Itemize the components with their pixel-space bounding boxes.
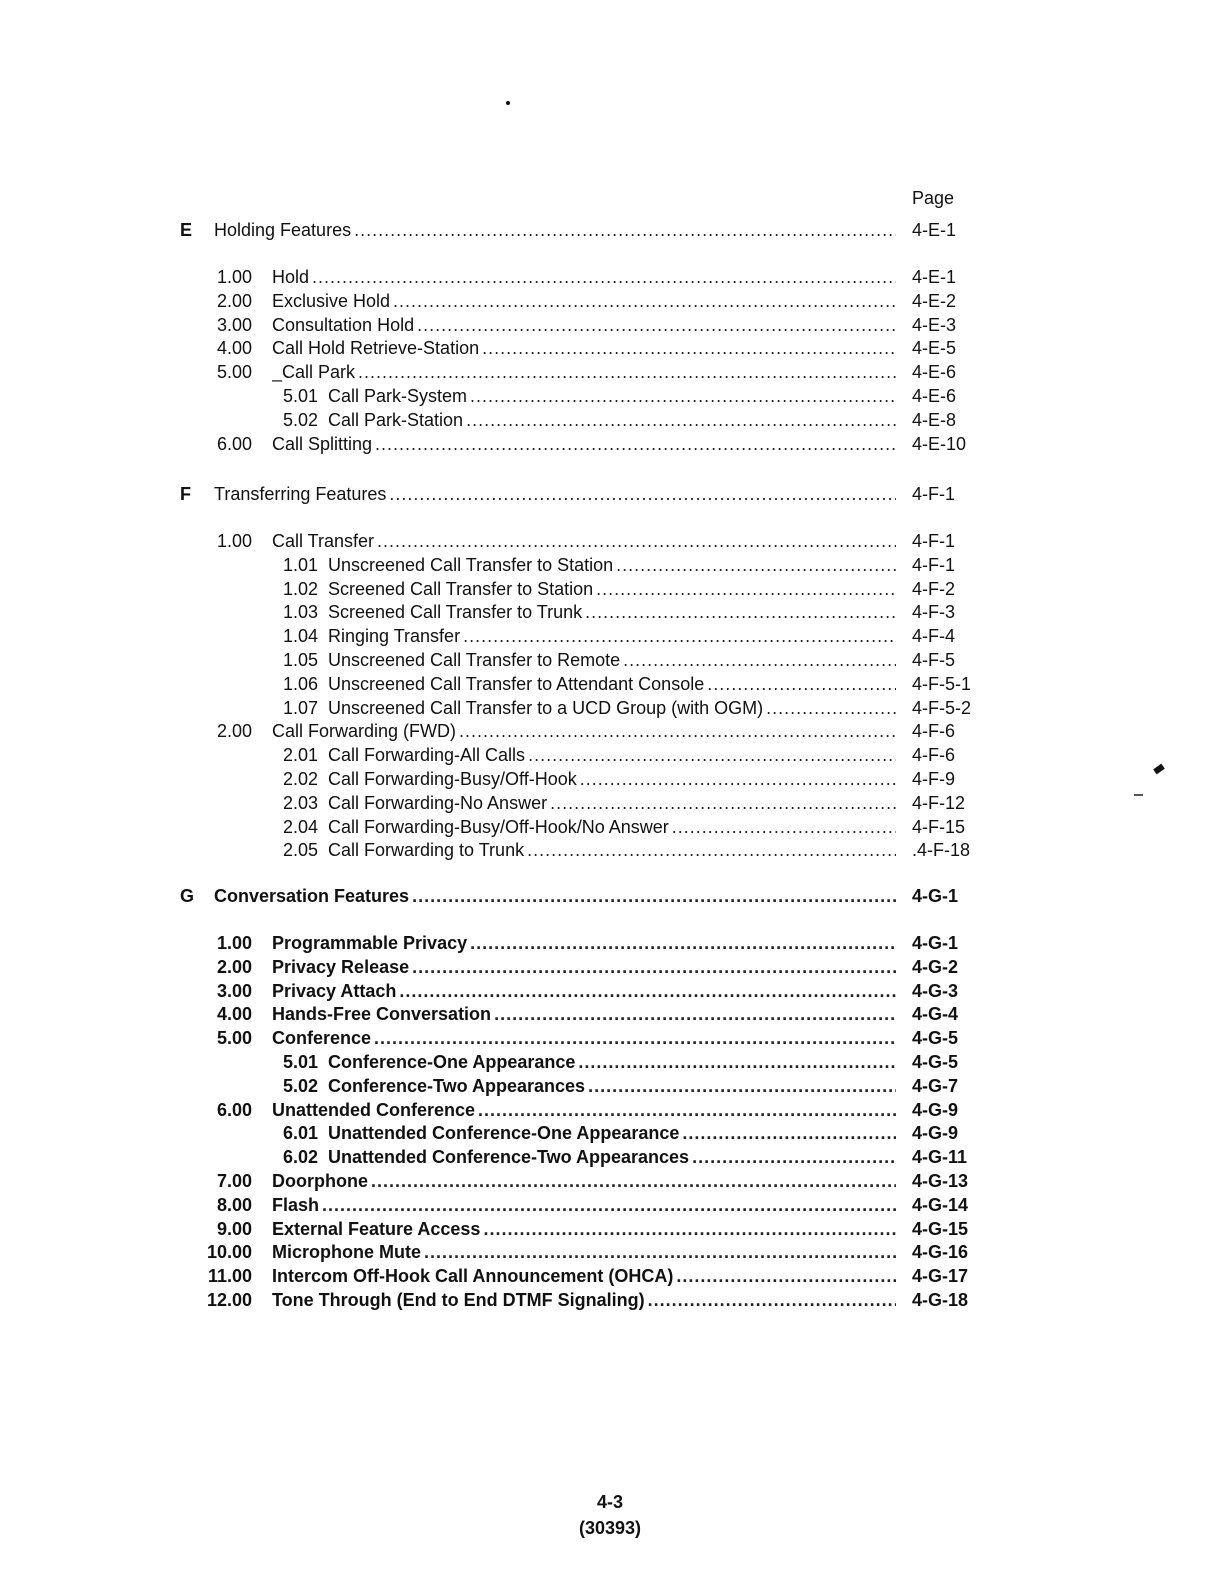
entry-title: Flash [272, 1194, 320, 1215]
entry-page: 4-F-6 [912, 745, 956, 766]
entry-number: 2.05 [282, 840, 318, 861]
dot-leader [470, 931, 896, 955]
entry-number: 2.02 [282, 769, 318, 789]
entry-number: 1.05 [282, 650, 318, 670]
toc-entry-row [0, 1288, 1220, 1312]
toc-entry-row [0, 313, 1220, 337]
entry-number: 1.00 [216, 531, 252, 551]
entry-number: 1.03 [282, 602, 318, 623]
entry-page: 4-F-5-1 [912, 673, 972, 694]
entry-title: Hold [272, 267, 310, 287]
entry-leader [272, 1169, 896, 1193]
dot-leader [527, 838, 896, 862]
entry-title: Call Transfer [272, 531, 375, 551]
toc-entry-row [0, 1264, 1220, 1288]
entry-page: 4-G-11 [912, 1147, 968, 1168]
entry-title: Call Forwarding to Trunk [328, 840, 525, 861]
entry-page: 4-E-1 [912, 220, 957, 240]
entry-page: 4-E-10 [912, 433, 967, 454]
entry-number: 2.00 [216, 290, 252, 311]
toc-entry-row [0, 1169, 1220, 1193]
dot-leader [354, 218, 896, 242]
dot-leader [393, 289, 896, 313]
dot-leader [676, 1264, 896, 1288]
entry-number: 1.01 [282, 554, 318, 575]
toc-entry-row [0, 979, 1220, 1003]
entry-leader [328, 767, 896, 791]
entry-page: 4-E-8 [912, 409, 957, 430]
entry-title: Doorphone [272, 1171, 368, 1191]
dot-leader [466, 408, 896, 432]
entry-title: Call Forwarding (FWD) [272, 721, 457, 742]
entry-leader [328, 1121, 896, 1145]
entry-title: Hands-Free Conversation [272, 1004, 492, 1025]
dot-leader [578, 1050, 896, 1074]
entry-page: 4-G-9 [912, 1099, 959, 1120]
entry-leader [328, 408, 896, 432]
toc-entry-row [0, 955, 1220, 979]
entry-leader [328, 838, 896, 862]
entry-title: Call Forwarding-Busy/Off-Hook [328, 769, 577, 789]
entry-number: 8.00 [216, 1194, 252, 1215]
entry-page: 4-F-2 [912, 578, 956, 599]
entry-number: 6.01 [282, 1123, 318, 1144]
section-letter: G [180, 886, 195, 906]
entry-page: 4-E-6 [912, 362, 957, 383]
toc-entry-row [0, 577, 1220, 601]
dot-leader [692, 1145, 896, 1169]
entry-number: 10.00 [206, 1242, 252, 1263]
entry-title: Unattended Conference-Two Appearances [328, 1147, 690, 1168]
entry-title: Exclusive Hold [272, 290, 391, 311]
dot-leader [322, 1193, 896, 1217]
entry-leader [328, 743, 896, 767]
entry-page: 4-F-5-2 [912, 697, 972, 718]
entry-number: 11.00 [207, 1266, 252, 1287]
entry-number: 5.02 [282, 1075, 318, 1096]
toc-entry-row [0, 719, 1220, 743]
entry-title: Privacy Release [272, 956, 410, 977]
entry-leader [272, 1288, 896, 1312]
toc-entry-row [0, 553, 1220, 577]
dot-leader [371, 1169, 896, 1193]
toc-entry-row [0, 624, 1220, 648]
entry-number: 6.02 [282, 1147, 318, 1168]
entry-title: Conference [272, 1028, 372, 1049]
entry-leader [272, 979, 896, 1003]
entry-leader [328, 624, 896, 648]
dot-leader [648, 1288, 896, 1312]
entry-page: 4-G-1 [912, 933, 959, 953]
dot-leader [482, 336, 896, 360]
entry-number: 1.02 [282, 578, 318, 599]
entry-number: 2.01 [282, 745, 318, 766]
dot-leader [580, 767, 896, 791]
entry-leader [272, 432, 896, 456]
toc-entry-row [0, 838, 1220, 862]
entry-page: 4-G-3 [912, 980, 959, 1001]
entry-title: _Call Park [272, 362, 356, 383]
dot-leader [682, 1121, 896, 1145]
toc-entry-row [0, 743, 1220, 767]
toc-entry-row [0, 1193, 1220, 1217]
entry-number: 1.00 [216, 267, 252, 287]
entry-leader [328, 815, 896, 839]
entry-page: 4-F-1 [912, 531, 956, 551]
toc-entry-row [0, 1098, 1220, 1122]
entry-title: Unscreened Call Transfer to a UCD Group (with OGM) [328, 697, 764, 718]
toc-entry-row [0, 408, 1220, 432]
entry-page: 4-E-3 [912, 314, 957, 335]
entry-page: 4-G-5 [912, 1052, 959, 1072]
entry-page: 4-G-17 [912, 1266, 969, 1287]
dot-leader [596, 577, 896, 601]
entry-page: 4-G-18 [912, 1290, 969, 1310]
entry-leader [272, 955, 896, 979]
entry-page: 4-G-16 [912, 1242, 969, 1263]
dot-leader [550, 791, 896, 815]
toc-entry-row [0, 289, 1220, 313]
entry-page: .4-F-18 [912, 840, 971, 861]
toc-entry-row [0, 360, 1220, 384]
entry-leader [272, 289, 896, 313]
entry-title: Microphone Mute [272, 1242, 421, 1263]
dot-leader [588, 1074, 896, 1098]
entry-page: 4-F-1 [912, 554, 956, 575]
entry-leader [272, 1002, 896, 1026]
entry-title: Unscreened Call Transfer to Station [328, 554, 614, 575]
entry-leader [328, 600, 896, 624]
toc-entry-row [0, 265, 1220, 289]
entry-leader [272, 1264, 896, 1288]
entry-leader [272, 1217, 896, 1241]
entry-leader [214, 884, 896, 908]
dot-leader [389, 482, 896, 506]
dot-leader [616, 553, 896, 577]
entry-leader [272, 313, 896, 337]
entry-number: 1.00 [216, 933, 252, 953]
section-letter: E [180, 220, 193, 240]
entry-leader [328, 696, 896, 720]
dot-leader [463, 624, 896, 648]
toc-section-row [0, 218, 1220, 242]
entry-leader [328, 577, 896, 601]
entry-leader [272, 360, 896, 384]
entry-title: Programmable Privacy [272, 933, 468, 953]
entry-title: Tone Through (End to End DTMF Signaling) [272, 1290, 645, 1310]
entry-title: Ringing Transfer [328, 626, 461, 647]
dot-leader [375, 432, 896, 456]
entry-page: 4-F-12 [912, 792, 966, 813]
entry-leader [272, 265, 896, 289]
entry-number: 1.06 [282, 673, 318, 694]
entry-leader [328, 1050, 896, 1074]
entry-leader [328, 553, 896, 577]
entry-page: 4-G-4 [912, 1004, 959, 1025]
entry-page: 4-F-5 [912, 650, 956, 670]
entry-number: 1.04 [282, 626, 318, 647]
entry-number: 2.03 [282, 792, 318, 813]
dot-leader [483, 1217, 896, 1241]
dot-leader [377, 529, 896, 553]
entry-page: 4-F-1 [912, 484, 956, 504]
entry-leader [328, 384, 896, 408]
entry-number: 9.00 [216, 1218, 252, 1239]
toc-entry-row [0, 791, 1220, 815]
toc-entry-row [0, 1026, 1220, 1050]
toc-entry-row [0, 648, 1220, 672]
entry-title: Unscreened Call Transfer to Remote [328, 650, 621, 670]
entry-leader [272, 1026, 896, 1050]
entry-number: 5.02 [282, 409, 318, 430]
entry-number: 7.00 [216, 1171, 252, 1191]
toc-entry-row [0, 696, 1220, 720]
entry-number: 4.00 [216, 338, 252, 359]
entry-page: 4-G-2 [912, 956, 959, 977]
entry-title: Unattended Conference-One Appearance [328, 1123, 680, 1144]
entry-leader [272, 1240, 896, 1264]
toc-entry-row [0, 931, 1220, 955]
entry-number: 5.01 [282, 386, 318, 406]
entry-number: 2.00 [216, 956, 252, 977]
entry-page: 4-G-15 [912, 1218, 969, 1239]
dot-leader [424, 1240, 896, 1264]
toc-entry-row [0, 815, 1220, 839]
entry-title: Unscreened Call Transfer to Attendant Console [328, 673, 705, 694]
entry-number: 2.00 [216, 721, 252, 742]
entry-page: 4-E-5 [912, 338, 957, 359]
entry-leader [272, 931, 896, 955]
section-title: Holding Features [214, 220, 352, 240]
entry-leader [272, 336, 896, 360]
toc-entry-row [0, 336, 1220, 360]
toc-entry-row [0, 1145, 1220, 1169]
section-letter: F [180, 484, 191, 504]
dot-leader [766, 696, 896, 720]
dot-leader [470, 384, 896, 408]
toc-entry-row [0, 384, 1220, 408]
entry-title: Privacy Attach [272, 980, 397, 1001]
toc-section-row [0, 884, 1220, 908]
toc-entry-row [0, 672, 1220, 696]
entry-leader [272, 1098, 896, 1122]
entry-number: 1.07 [282, 697, 318, 718]
dot-leader [707, 672, 896, 696]
entry-number: 2.04 [282, 816, 318, 837]
entry-title: Call Splitting [272, 433, 373, 454]
entry-title: Call Park-System [328, 386, 468, 406]
dot-leader [399, 979, 896, 1003]
footer-page-number: 4-3 [596, 1492, 623, 1512]
toc-entry-row [0, 1002, 1220, 1026]
toc-section-row [0, 482, 1220, 506]
toc-entry-row [0, 1121, 1220, 1145]
entry-title: External Feature Access [272, 1218, 481, 1239]
entry-leader [328, 1074, 896, 1098]
toc-entry-row [0, 529, 1220, 553]
entry-page: 4-F-3 [912, 602, 956, 623]
dot-leader [585, 600, 896, 624]
entry-title: Unattended Conference [272, 1099, 476, 1120]
entry-title: Conference-One Appearance [328, 1052, 576, 1072]
dot-leader [623, 648, 896, 672]
entry-page: 4-F-9 [912, 769, 956, 789]
entry-number: 3.00 [216, 980, 252, 1001]
dot-leader [494, 1002, 896, 1026]
toc-entry-row [0, 767, 1220, 791]
entry-number: 3.00 [216, 314, 252, 335]
entry-page: 4-E-1 [912, 267, 957, 287]
entry-number: 5.01 [282, 1052, 318, 1072]
entry-title: Call Park-Station [328, 409, 464, 430]
entry-page: 4-G-7 [912, 1075, 959, 1096]
dot-leader [312, 265, 896, 289]
entry-number: 6.00 [216, 433, 252, 454]
toc-entry-row [0, 1050, 1220, 1074]
toc-entry-row [0, 600, 1220, 624]
dot-leader [358, 360, 896, 384]
entry-page: 4-F-4 [912, 626, 956, 647]
entry-title: Call Hold Retrieve-Station [272, 338, 480, 359]
toc-entry-row [0, 1240, 1220, 1264]
entry-number: 5.00 [216, 1028, 252, 1049]
entry-leader [328, 648, 896, 672]
entry-number: 4.00 [216, 1004, 252, 1025]
entry-leader [328, 1145, 896, 1169]
entry-leader [214, 482, 896, 506]
entry-title: Call Forwarding-All Calls [328, 745, 526, 766]
toc-entry-row [0, 1074, 1220, 1098]
entry-number: 6.00 [216, 1099, 252, 1120]
entry-leader [272, 529, 896, 553]
entry-page: 4-E-6 [912, 386, 957, 406]
dot-leader [672, 815, 896, 839]
entry-number: 12.00 [206, 1290, 252, 1310]
entry-title: Intercom Off-Hook Call Announcement (OHCA) [272, 1266, 674, 1287]
entry-page: 4-E-2 [912, 290, 957, 311]
entry-page: 4-G-13 [912, 1171, 969, 1191]
dot-leader [417, 313, 896, 337]
entry-leader [272, 719, 896, 743]
dot-leader [412, 955, 896, 979]
dot-leader [459, 719, 896, 743]
entry-page: 4-G-5 [912, 1028, 959, 1049]
entry-title: Call Forwarding-Busy/Off-Hook/No Answer [328, 816, 669, 837]
entry-page: 4-F-6 [912, 721, 956, 742]
entry-page: 4-G-9 [912, 1123, 959, 1144]
entry-title: Screened Call Transfer to Station [328, 578, 594, 599]
dot-leader [412, 884, 896, 908]
entry-page: 4-G-1 [912, 886, 959, 906]
toc-entry-row [0, 432, 1220, 456]
footer-doc-code: (30393) [578, 1518, 642, 1538]
dot-leader [528, 743, 896, 767]
entry-title: Conference-Two Appearances [328, 1075, 586, 1096]
entry-title: Screened Call Transfer to Trunk [328, 602, 583, 623]
entry-number: 5.00 [216, 362, 252, 383]
scan-speck [506, 101, 510, 105]
entry-page: 4-F-15 [912, 816, 966, 837]
entry-leader [328, 672, 896, 696]
section-title: Conversation Features [214, 886, 410, 906]
entry-leader [214, 218, 896, 242]
entry-page: 4-G-14 [912, 1194, 969, 1215]
toc-entry-row [0, 1217, 1220, 1241]
dot-leader [374, 1026, 896, 1050]
entry-leader [328, 791, 896, 815]
entry-leader [272, 1193, 896, 1217]
page-column-header: Page [912, 188, 955, 208]
section-title: Transferring Features [214, 484, 387, 504]
entry-title: Call Forwarding-No Answer [328, 792, 548, 813]
entry-title: Consultation Hold [272, 314, 415, 335]
dot-leader [478, 1098, 896, 1122]
